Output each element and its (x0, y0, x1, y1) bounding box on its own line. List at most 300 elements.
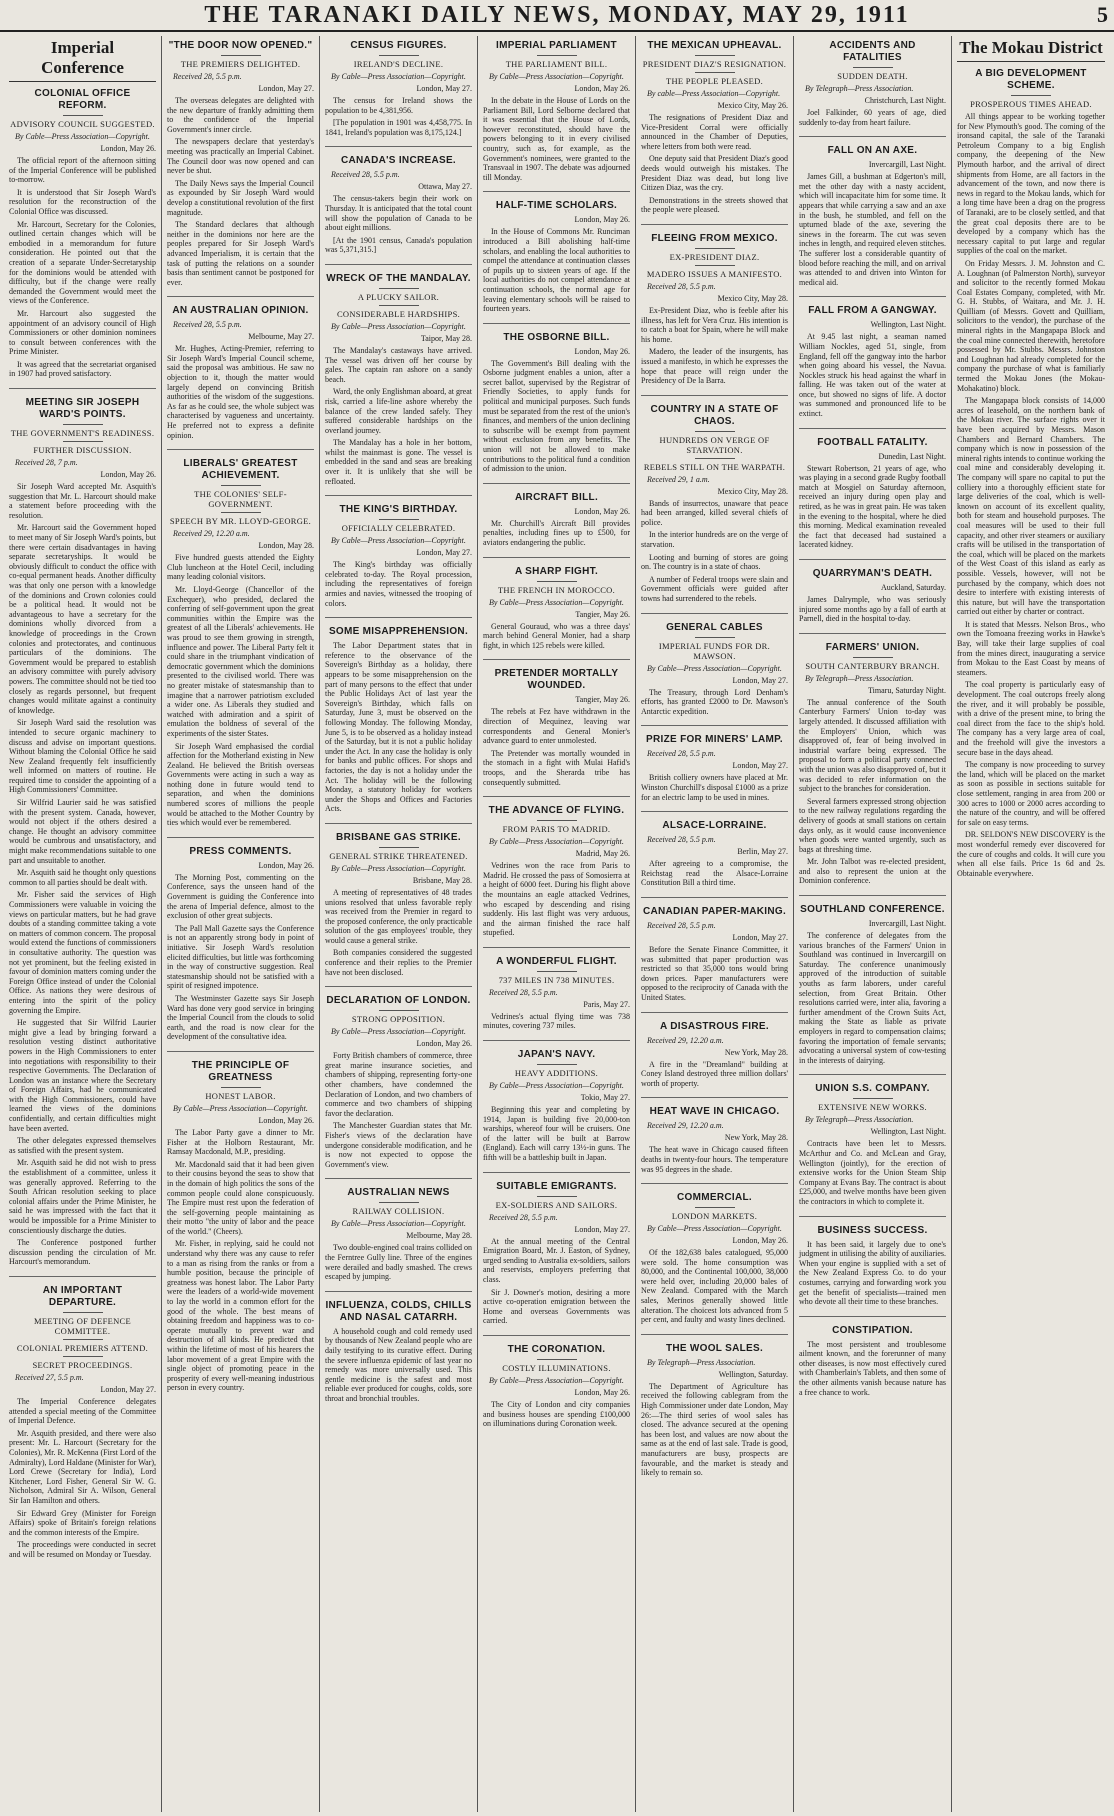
article (799, 1325, 946, 1407)
article (641, 906, 788, 1013)
body-paragraph: Vedrines's actual flying time was 738 minutes, covering 737 miles. (483, 1011, 630, 1031)
article-subheading: 737 MILES IN 738 MINUTES. (498, 974, 615, 985)
body-paragraph: Stewart Robertson, 21 years of age, who was playing in a second grade Rugby football match at Mosgiel on Saturday afternoon, received an injury during open play and retired, as he was in great pain. He was taken in the evening to the hospital, where he died this morning. Medical examination revealed the fact that deceased had sustained a lacerated kidney. (799, 463, 946, 550)
body-paragraph: Madero, the leader of the insurgents, has issued a manifesto, in which he expresses the hope that peace will reign under the Presidency of De la Barra. (641, 347, 788, 386)
dateline: London, May 26. (574, 506, 630, 516)
body-paragraph: Sir Edward Grey (Minister for Foreign Affairs) spoke of Britain's foreign relations and the common interests of the Empire. (9, 1508, 156, 1537)
article-headline: BRISBANE GAS STRIKE. (336, 831, 461, 843)
body-paragraph: Sir Joseph Ward emphasised the cordial affection for the Motherland existing in New Zealand. He believed the British overseas Governments were acting in such a way as nothing done in future would tend to separation, and when the dominions numbered scores of millions the people would be attached to the Mother Country by ties which would ever be remembered. (167, 741, 314, 828)
body-paragraph: James Dalrymple, who was seriously injured some months ago by a fall of earth at Parnell, died in the hospital to-day. (799, 595, 946, 624)
body-paragraph: A number of Federal troops were slain and Government officials were guided after towns had surrendered to the rebels. (641, 574, 788, 604)
body-paragraph: Ex-President Diaz, who is feeble after his illness, has left for Vera Cruz. His intention is to catch a boat for Spain, where he will make his home. (641, 305, 788, 344)
article-headline: AN IMPORTANT DEPARTURE. (42, 1284, 123, 1308)
dateline: Taipor, May 28. (420, 333, 472, 343)
byline: By Cable—Press Association—Copyright. (331, 863, 466, 873)
article-headline: FARMERS' UNION. (825, 641, 920, 653)
body-paragraph: Beginning this year and completing by 1914, Japan is building five 20,000-ton warships, whereof four will be cruisers. One of the latter will be built at Barrow (England). Each will carry 13½-in guns. The fifth will be a battleship built in Japan. (483, 1105, 630, 1163)
column-6 (794, 36, 952, 1812)
body-paragraph: In the debate in the House of Lords on the Parliament Bill, Lord Selborne declared that it was essential that the House of Lords, however reconstituted, should have the powers belonging to it in every civilised country, such as, for example, as the Government's nominees, were granted to the Transvaal in 1907. The debate was adjourned till Monday. (483, 96, 630, 182)
body-paragraph: The coal property is particularly easy of development. The coal outcrops freely along the river, and it will probably be possible, with a drive of the present mine, to bring the coal direct from the face to the ship's hold. The company has a very large area of coal, and the freehold will give the investors a secure base in the days ahead. (957, 680, 1105, 757)
body-paragraph: The Government's Bill dealing with the Osborne judgment enables a union, after a secret ballot, supervised by the Registrar of Friendly Societies, to apply funds for political and municipal purposes. Such funds must be separated from the rest of the union's finances, and members of the union declining to subscribe will be exempt from payment without exclusion from any benefits. The union will not be allowed to make contributions to the political fund a condition of admission to the union. (483, 358, 630, 474)
dateline: Timaru, Saturday Night. (868, 685, 946, 695)
head-divider (1011, 95, 1051, 96)
column-4 (478, 36, 636, 1812)
body-paragraph: Sir Joseph Ward said the resolution was intended to secure organic machinery to discuss and advise on important questions. Without blaming the Colonial Office he said New Zealand frequently felt insufficiently well informed on matters of routine. He required time to consider the appointing of a High Commissioners' Committee. (9, 718, 156, 795)
body-paragraph: Mr. Lloyd-George (Chancellor of the Exchequer), who presided, declared the conferring of self-government upon the great communities within the Empire was the greatest of all the Liberals' achievements. He was proud to see them growing in strength, influence and power. The Liberal Party felt it could share in the triumphant vindication of democratic government which the dominions presented to the civilised world. There was no greater mistake of statesmanship than to imagine that a narrower patriotism excluded a wider one. As Liberals they studied and watched with admiration and a spirit of emulation the boldness of several of the experiments of the sister States. (167, 585, 314, 738)
article (799, 145, 946, 297)
article-subheading: RAILWAY COLLISION. (352, 1206, 445, 1217)
head-divider (695, 1207, 735, 1208)
article-subheading: HEAVY ADDITIONS. (514, 1068, 599, 1079)
byline: By Cable—Press Association—Copyright. (647, 663, 782, 673)
article (799, 1225, 946, 1317)
dateline: London, May 27. (258, 84, 314, 93)
dateline: Tangier, May 26. (575, 695, 630, 705)
body-paragraph: The Labor Party gave a dinner to Mr. Fisher at the Holborn Restaurant, Mr. Ramsay Macdonald, M.P., presiding. (167, 1127, 314, 1157)
body-paragraph: Five hundred guests attended the Eighty Club luncheon at the Hotel Cecil, including many leading colonial visitors. (167, 553, 314, 582)
head-divider (537, 55, 577, 56)
dateline: Paris, May 27. (583, 999, 630, 1009)
dateline: Mexico City, May 28. (717, 486, 788, 496)
body-paragraph: At 9.45 last night, a seaman named William Nockles, aged 51, single, from England, fell off the gangway into the harbor when going aboard his vessel, the Navua. Nockles struck his head against the wharf in falling. He was taken out of the water at once, but showed no signs of life. A doctor was summoned and pronounced life to be extinct. (799, 332, 946, 419)
body-paragraph: The Daily News says the Imperial Council as expounded by Sir Joseph Ward would develop a constitutional revolution of the first magnitude. (167, 178, 314, 217)
body-paragraph: The Treasury, through Lord Denham's efforts, has granted £2000 to Dr. Mawson's Antarctic expedition. (641, 687, 788, 716)
body-paragraph: Mr. Asquith presided, and there were also present: Mr. L. Harcourt (Secretary for the Colonies), Mr. R. McKenna (First Lord of the Admiralty), Lord Haldane (Minister for War), Lord Crewe (Secretary for India), Lord Kitchener, Lord Fisher, General Sir W. G. Nicholson, Admiral Sir A. Wilson, General Sir Ian Hamilton and others. (9, 1428, 156, 1505)
article (799, 40, 946, 137)
column-2 (162, 36, 320, 1812)
article-headline: IMPERIAL PARLIAMENT (496, 40, 617, 51)
article-headline: CANADA'S INCREASE. (340, 155, 456, 167)
article (325, 40, 472, 147)
byline: By Cable—Press Association—Copyright. (489, 1375, 624, 1385)
body-paragraph: Mr. Churchill's Aircraft Bill provides penalties, including fines up to £500, for aviators endangering the public. (483, 518, 630, 547)
section-banner: The Mokau District (957, 38, 1105, 62)
body-paragraph: After agreeing to a compromise, the Reichstag read the Alsace-Lorraine Constitution Bill a third time. (641, 859, 788, 888)
body-paragraph: General Gouraud, who was a three days' march behind General Monier, had a sharp fight, in which 125 rebels were killed. (483, 621, 630, 650)
byline: Received 28, 5.5 p.m. (647, 920, 716, 930)
body-paragraph: The newspapers declare that yesterday's meeting was practically an Imperial Cabinet. The Council door was now opened and can never be shut. (167, 137, 314, 176)
body-paragraph: A meeting of representatives of 48 trades unions resolved that unless favorable reply was received from the Premier in regard to the proposed conference, the only practicable solution of the gas employees' trouble, they would cause a general strike. (325, 887, 472, 945)
dateline: Mexico City, May 26. (717, 101, 788, 110)
byline: By Cable—Press Association—Copyright. (489, 837, 624, 847)
article (167, 1060, 314, 1402)
article (641, 622, 788, 727)
article (483, 1181, 630, 1336)
head-divider (63, 1356, 103, 1357)
article (957, 68, 1105, 887)
body-paragraph: Sir Wilfrid Laurier said he was satisfied with the present system. Canada, however, would not object if the others desired a change. He thought an advisory committee would be cumbrous and unsatisfactory, and might make recommendations suitable to one part and unsuitable to another. (9, 798, 156, 865)
body-paragraph: [At the 1901 census, Canada's population was 5,371,315.] (325, 235, 472, 255)
body-paragraph: The Department of Agriculture has received the following cablegram from the High Commissioner under date London, May 26:—The third series of wool sales has closed. The advance secured at the opening has been lost, and values are now about the same as at the end of last sale. Trade is good, manufacturers are busy, prospects are favourable, and the market is steady and likely to remain so. (641, 1381, 788, 1478)
byline: Received 28, 5.5 p.m. (489, 1212, 558, 1222)
byline: Received 29, 12.20 a.m. (647, 1121, 724, 1131)
article-subheading: GENERAL STRIKE THREATENED. (329, 850, 468, 861)
byline: By Telegraph—Press Association. (805, 1115, 914, 1125)
article-headline: FOOTBALL FATALITY. (817, 436, 928, 448)
body-paragraph: The annual conference of the South Canterbury Farmers' Union to-day was largely attended. It discussed affiliation with the Employers' Union, which was disapproved of, fear of being involved in industrial warfare being expressed. The proposal to form a political party connected with the union was also disapproved of, but it was decided to refer information on the subject to the branches for consideration. (799, 697, 946, 794)
article (325, 504, 472, 618)
body-paragraph: The official report of the afternoon sitting of the Imperial Conference will be published to-morrow. (9, 156, 156, 185)
body-paragraph: The City of London and city companies and business houses are spending £100,000 on illuminations during Coronation week. (483, 1399, 630, 1429)
article-headline: THE PRINCIPLE OF GREATNESS (191, 1059, 290, 1083)
body-paragraph: Mr. Hughes, Acting-Premier, referring to Sir Joseph Ward's Imperial Council scheme, said the proposal was ambitious. He saw no objection to it, though the matter would largely depend on convincing British authorities of the wisdom of the suggestions. As far as he could see, the whole subject was characterised by vagueness and uncertainty. He preferred not to express a definite opinion. (167, 344, 314, 440)
dateline: Madrid, May 26. (575, 849, 630, 859)
article (325, 1187, 472, 1291)
article-subheading: FROM PARIS TO MADRID. (502, 824, 611, 835)
dateline: London, May 26. (258, 860, 314, 870)
body-paragraph: Mr. Asquith said he thought only questions common to all parties should be dealt with. (9, 868, 156, 887)
body-paragraph: The census for Ireland shows the population to be 4,381,956. (325, 96, 472, 115)
article-subheading: COLONIAL PREMIERS ATTEND. (16, 1342, 149, 1353)
head-divider (379, 519, 419, 520)
head-divider (695, 431, 735, 432)
article (641, 40, 788, 225)
dateline: London, May 26. (574, 1387, 630, 1397)
head-divider (63, 424, 103, 425)
dateline: London, May 27. (574, 1224, 630, 1234)
body-paragraph: Mr. Macdonald said that it had been given to their cousins beyond the seas to show that in the domain of high politics the sons of the common people could alone conspicuously. The Empire must rest upon the federation of the self-governing people maintaining as their motto "the unity of labor and the peace of the world." (Cheers). (167, 1159, 314, 1236)
body-paragraph: Mr. Fisher, in replying, said he could not understand why there was any cause to refer to a man as rising from the ranks or from a humble position, because the principle of greatness was honest labor. The Labor Party were the leaders of a world-wide movement to lay the world in a common effort for the good of the whole. The best means of obtaining freedom and happiness was to co-operate mutually to prevent war and destruction of all kinds. He predicted that within the lifetime of most of his hearers the labor movement of a great Empire with the single object of promoting peace in the prosperity of every well-meaning industrious person in every country. (167, 1239, 314, 1393)
dateline: London, May 28. (258, 541, 314, 551)
body-paragraph: The rebels at Fez have withdrawn in the direction of Mequinez, leaving war correspondents and General Monier's advance guard to enter unmolested. (483, 707, 630, 746)
article-headline: UNION S.S. COMPANY. (815, 1083, 930, 1095)
article-subheading: CONSIDERABLE HARDSHIPS. (336, 308, 461, 319)
head-divider (63, 115, 103, 116)
article (799, 1083, 946, 1216)
head-divider (379, 55, 419, 56)
body-paragraph: Mr. John Talbot was re-elected president, and also to represent the union at the Dominion conference. (799, 857, 946, 886)
article (641, 734, 788, 812)
body-paragraph: The Imperial Conference delegates attended a special meeting of the Committee of Imperial Defence. (9, 1396, 156, 1426)
dateline: London, May 26. (100, 144, 156, 153)
article-headline: SUITABLE EMIGRANTS. (496, 1180, 617, 1192)
byline: Received 28, 5.5 p.m. (173, 320, 242, 330)
dateline: Tokio, May 27. (580, 1093, 630, 1103)
body-paragraph: The Morning Post, commenting on the Conference, says the unseen hand of the Government is guiding the Conference into the arena of Imperial defence, almost to the exclusion of other great subjects. (167, 872, 314, 921)
article-subheading: MEETING OF DEFENCE COMMITTEE. (33, 1315, 131, 1336)
body-paragraph: The company is now proceeding to survey the land, which will be placed on the market as soon as possible in sections suitable for close settlement, ranging in area from 200 or 300 acres to 1000 or 2000 acres according to the nature of the country, and will be offered for sale on easy terms. (957, 760, 1105, 827)
article-headline: "THE DOOR NOW OPENED." (168, 40, 313, 51)
article-subheading: A PLUCKY SAILOR. (357, 291, 440, 302)
article-subheading: IRELAND'S DECLINE. (353, 59, 444, 69)
byline: Received 29, 12.20 a.m. (647, 1035, 724, 1045)
article (641, 1106, 788, 1184)
byline: Received 29, 12.20 a.m. (173, 529, 250, 539)
dateline: London, May 26. (574, 346, 630, 356)
article-headline: SOUTHLAND CONFERENCE. (800, 904, 945, 916)
byline: By Cable—Press Association—Copyright. (15, 132, 150, 141)
body-paragraph: Vedrines won the race from Paris to Madrid. He crossed the pass of Somosierra at a height of 6000 feet. During his flight above the mountains an eagle attacked Vedrines, who escaped by descending and rising suddenly. His last flight was very arduous, and the airman finished the race half stupefied. (483, 861, 630, 938)
head-divider (379, 847, 419, 848)
head-divider (63, 441, 103, 442)
head-divider (221, 485, 261, 486)
head-divider (537, 1359, 577, 1360)
dateline: Ottawa, May 27. (418, 182, 472, 192)
article-headline: LIBERALS' GREATEST ACHIEVEMENT. (183, 458, 298, 482)
byline: Received 28, 5.5 p.m. (647, 835, 716, 845)
body-paragraph: The most persistent and troublesome ailment known, and the forerunner of many other diseases, is now most effectively cured with Chamberlain's Tablets, and then some of the other ailments vanish because nature has a free chance to work. (799, 1339, 946, 1397)
body-paragraph: The heat wave in Chicago caused fifteen deaths in twenty-four hours. The temperature was 95 degrees in the shade. (641, 1145, 788, 1174)
byline: By Cable—Press Association—Copyright. (489, 1081, 624, 1091)
article (483, 1344, 630, 1438)
body-paragraph: It is stated that Messrs. Nelson Bros., who own the Tomoana freezing works in Hawke's Bay, will take their large supplies of coal from the mines direct, inaugurating a service from Mokau to the East Coast by means of steamers. (957, 619, 1105, 677)
article-headline: ALSACE-LORRAINE. (662, 820, 767, 832)
article (325, 1300, 472, 1413)
body-paragraph: It has been said, it largely due to one's judgment in utilising the ability of auxiliaries. When your engine is supplied with a set of the New Zealand Express Co. to do your costumes, carrying and forwarding work you get the benefit of specialists—trained men who devote all their time to these branches. (799, 1239, 946, 1307)
body-paragraph: The Pall Mall Gazette says the Conference is not an apparently strong body in point of initiative. Sir Joseph Ward's resolution elicited difficulties, but little was forthcoming in the way of constructive suggestion. Real statesmanship should not be satisfied with a spirit of resigned impotence. (167, 923, 314, 991)
byline: Received 28, 5.5 p.m. (331, 170, 400, 180)
head-divider (537, 820, 577, 821)
head-divider (853, 657, 893, 658)
article (483, 668, 630, 797)
byline: By Telegraph—Press Association. (805, 84, 914, 93)
article-subheading: LONDON MARKETS. (671, 1211, 758, 1222)
article-headline: FALL FROM A GANGWAY. (808, 305, 937, 317)
article (167, 846, 314, 1052)
body-paragraph: All things appear to be working together for New Plymouth's good. The coming of the ironsand capital, the sale of the Taranaki Petroleum Company to a big English company, the deepening of the New Plymouth harbor, and the arrival of direct shipments from Home, are all factors in the advancement of the town, and now there is news in regard to the Mokau lands, which for a long time have been a drag on the progress of Taranaki, are to be closely settled, and that the great coal deposits there are to be developed by a company which has the necessary capital to put large and regular supplies of the coal on the market. (957, 112, 1105, 256)
article-headline: A DISASTROUS FIRE. (660, 1020, 769, 1032)
article (483, 40, 630, 192)
body-paragraph: The Mangapapa block consists of 14,000 acres of leasehold, on the northern bank of the Mokau river. The surface rights over it have been acquired by Messrs. Mason Chambers and Bernard Chambers. The company which is now in possession of the mineral rights intends to continue working the coal mine and considerably developing it. The company will spare no capital to put the colliery into a thoroughly efficient state for large deliveries of the coal, which is well-known on account of its excellent quality, both for steam and household purposes. The coal measures will be used to their full capacity, and other river steamers or auxiliary crafts will be utilised in the transportation of the coal, which will be placed on the markets of the West Coast of this island as early as possible. Vessels, however, will not be purchased by the company, which does not desire to interfere with existing interests of this nature, but will have the transportation carried out either by charter or contract. (957, 396, 1105, 617)
article (483, 956, 630, 1041)
byline: By cable—Press Association—Copyright. (647, 89, 781, 98)
article (9, 397, 156, 1277)
body-paragraph: The Mandalay has a hole in her bottom, whilst the mainmast is gone. The vessel is embedded in the sand and seas are breaking over it. It is unlikely that she will be refloated. (325, 438, 472, 486)
section-banner: Imperial Conference (9, 38, 156, 82)
dateline: Tangier, May 26. (575, 609, 630, 619)
dateline: Brisbane, May 28. (412, 875, 472, 885)
article (167, 458, 314, 838)
head-divider (379, 1202, 419, 1203)
masthead (0, 0, 1114, 32)
body-paragraph: [The population in 1901 was 4,458,775. In 1841, Ireland's population was 8,175,124.] (325, 118, 472, 137)
dateline: Mexico City, May 28. (717, 293, 788, 303)
byline: Received 27, 5.5 p.m. (15, 1372, 84, 1382)
body-paragraph: In the House of Commons Mr. Runciman introduced a Bill abolishing half-time scholars, and enabling the local authorities to compel the attendance at continuation classes of pupils up to sixteen years of age. If the local authorities do not compel attendance at continuation schools, the normal age for leaving elementary schools will be raised to fourteen years. (483, 227, 630, 314)
byline: Received 28, 5.5 p.m. (173, 72, 242, 81)
article-subheading: FURTHER DISCUSSION. (33, 445, 132, 456)
article-headline: AUSTRALIAN NEWS (347, 1187, 450, 1199)
article (325, 995, 472, 1179)
body-paragraph: In the interior hundreds are on the verge of starvation. (641, 530, 788, 550)
article (325, 626, 472, 824)
article (325, 832, 472, 987)
article (483, 200, 630, 323)
article (799, 904, 946, 1075)
byline: By Cable—Press Association—Copyright. (489, 597, 624, 607)
article-subheading: OFFICIALLY CELEBRATED. (341, 523, 456, 534)
article (325, 273, 472, 496)
column-container (4, 36, 1110, 1812)
page-number: 5 (1097, 2, 1108, 27)
article-subheading: PRESIDENT DIAZ'S RESIGNATION. (642, 59, 787, 69)
body-paragraph: Looting and burning of stores are going on. The country is in a state of chaos. (641, 552, 788, 572)
article-headline: FALL ON AN AXE. (827, 145, 918, 157)
dateline: London, May 26. (574, 84, 630, 93)
body-paragraph: The proceedings were conducted in secret and will be resumed on Monday or Tuesday. (9, 1540, 156, 1559)
byline: By Cable—Press Association—Copyright. (331, 1027, 466, 1037)
body-paragraph: On Friday Messrs. J. M. Johnston and C. A. Loughnan (of Palmerston North), surveyor and solicitor to the recently formed Mokau Coal Estates Company, completed, with Mr. G. H. Stubbs, of Waitara, and Mr. J. H. Quilliam (of Messrs. Govett and Quilliam, solicitors to the vendor), the purchase of the mineral rights in the Mangapapa Block and the coal mine connected therewith, heretofore possessed by Mr. Stubbs. Messrs. Johnston and Loughnan had already completed for the company the purchase of what is familiarly termed the Mokau Jones (the Mokau-Mohakatino) block. (957, 258, 1105, 393)
body-paragraph: A fire in the "Dreamland" building at Coney Island destroyed three million dollars' worth of property. (641, 1059, 788, 1088)
article-headline: THE OSBORNE BILL. (503, 331, 610, 343)
column-1 (4, 36, 162, 1812)
byline: By Cable—Press Association—Copyright. (647, 1224, 782, 1234)
head-divider (379, 288, 419, 289)
byline: By Cable—Press Association—Copyright. (173, 1103, 308, 1113)
article-headline: ACCIDENTS AND FATALITIES (829, 40, 916, 63)
dateline: Christchurch, Last Night. (864, 96, 946, 105)
article-subheading: IMPERIAL FUNDS FOR DR. MAWSON. (658, 640, 771, 661)
body-paragraph: Mr. Harcourt, Secretary for the Colonies, outlined certain changes which will be embodied in a memorandum for future consideration. He pointed out that the creation of a separate Under-Secretaryship for the dominions would be attended with difficulty, but if the change were really demanded the Government would meet the views of the Conference. (9, 219, 156, 306)
head-divider (221, 512, 261, 513)
head-divider (379, 305, 419, 306)
byline: By Cable—Press Association—Copyright. (331, 72, 466, 81)
dateline: London, May 26. (258, 1115, 314, 1125)
article-headline: DECLARATION OF LONDON. (326, 995, 471, 1007)
head-divider (853, 67, 893, 68)
body-paragraph: Bands of insurrectos, unaware that peace had been arranged, killed several chiefs of police. (641, 498, 788, 527)
body-paragraph: Demonstrations in the streets showed that the people were pleased. (641, 195, 788, 215)
article-headline: QUARRYMAN'S DEATH. (812, 568, 933, 579)
dateline: Wellington, Last Night. (870, 320, 946, 330)
article (799, 305, 946, 428)
article (9, 88, 156, 389)
column-3 (320, 36, 478, 1812)
body-paragraph: It was agreed that the secretariat organised in 1907 had proved satisfactory. (9, 359, 156, 379)
head-divider (537, 971, 577, 972)
article (483, 566, 630, 661)
article (483, 805, 630, 948)
article (799, 642, 946, 896)
article (483, 1049, 630, 1173)
article-subheading: MADERO ISSUES A MANIFESTO. (646, 268, 783, 279)
head-divider (695, 458, 735, 459)
article-subheading: THE PREMIERS DELIGHTED. (180, 59, 301, 69)
dateline: New York, May 28. (724, 1047, 788, 1057)
article-headline: COUNTRY IN A STATE OF CHAOS. (650, 403, 779, 427)
dateline: London, May 27. (732, 761, 788, 771)
head-divider (221, 1087, 261, 1088)
article-headline: GENERAL CABLES (666, 621, 763, 633)
article (9, 1285, 156, 1569)
body-paragraph: Contracts have been let to Messrs. McArthur and Co. and McLean and Gray, Wellington (jointly), for the erection of extensive works for the Union Steam Ship Company at Evans Bay. The contract is about £25,000, and twelve months have been given the contractors in which to complete it. (799, 1139, 946, 1206)
dateline: London, May 26. (574, 215, 630, 225)
article-subheading: STRONG OPPOSITION. (351, 1014, 446, 1025)
article-headline: THE ADVANCE OF FLYING. (488, 805, 625, 817)
body-paragraph: Sir J. Downer's motion, desiring a more active co-operation emigration between the Home and overseas Governments was carried. (483, 1287, 630, 1326)
body-paragraph: The Mandalay's castaways have arrived. The vessel was driven off her course by gales. The captain ran ashore on a sandy beach. (325, 345, 472, 384)
head-divider (695, 248, 735, 249)
body-paragraph: Before the Senate Finance Committee, it was submitted that paper production was restricted so that 35,000 tons would bring down prices. Paper manufacturers were opposed to the reciprocity of Canada with the United States. (641, 944, 788, 1002)
byline: By Cable—Press Association—Copyright. (489, 72, 624, 81)
byline: By Cable—Press Association—Copyright. (331, 1219, 466, 1229)
body-paragraph: Mr. Harcourt also suggested the appointment of an advisory council of High Commissioners or other dominion nominees to consult between conferences with the Prime Minister. (9, 308, 156, 357)
article (167, 305, 314, 450)
column-5 (636, 36, 794, 1812)
article-headline: MEETING SIR JOSEPH WARD'S POINTS. (25, 397, 140, 421)
article (641, 820, 788, 898)
byline: By Telegraph—Press Association. (647, 1357, 756, 1367)
head-divider (63, 1339, 103, 1340)
dateline: London, May 26. (732, 1236, 788, 1246)
article (483, 492, 630, 558)
head-divider (853, 1098, 893, 1099)
dateline: London, May 26. (100, 470, 156, 480)
article-headline: THE WOOL SALES. (665, 1342, 764, 1354)
byline: By Cable—Press Association—Copyright. (331, 321, 466, 331)
dateline: London, May 27. (732, 932, 788, 942)
body-paragraph: Joel Falkinder, 60 years of age, died suddenly to-day from heart failure. (799, 108, 946, 127)
body-paragraph: One deputy said that President Diaz's good deeds would outweigh his mistakes. The President Diaz was dead, but long live Citizen Diaz, was the cry. (641, 154, 788, 193)
head-divider (63, 1312, 103, 1313)
head-divider (537, 1196, 577, 1197)
body-paragraph: Both companies considered the suggested conference and their replies to the Premier have not been disclosed. (325, 948, 472, 977)
dateline: Auckland, Saturday. (880, 583, 946, 592)
article-headline: A SHARP FIGHT. (514, 565, 599, 577)
body-paragraph: Forty British chambers of commerce, three great marine insurance societies, and chambers of shipping, representing forty-one other chambers, have condemned the Declaration of London, and two chambers of commerce and two chambers of shipping favor the declaration. (325, 1051, 472, 1118)
body-paragraph: DR. SELDON'S NEW DISCOVERY is the most wonderful remedy ever discovered for the cure of coughs and colds. It will cure you when all else fails. Price 1s 6d and 2s. Obtainable everywhere. (957, 830, 1105, 878)
body-paragraph: Ward, the only Englishman aboard, at great risk, carried a life-line ashore whereby the balance of the crew landed safely. They suffered considerable hardships on the overland journey. (325, 387, 472, 435)
article-subheading: THE FRENCH IN MOROCCO. (497, 584, 616, 595)
column-7 (952, 36, 1110, 1812)
article-headline: A BIG DEVELOPMENT SCHEME. (975, 68, 1087, 91)
article-headline: PRETENDER MORTALLY WOUNDED. (494, 668, 619, 692)
article-headline: CENSUS FIGURES. (350, 40, 447, 51)
article-headline: COMMERCIAL. (677, 1192, 752, 1204)
article (641, 1192, 788, 1335)
body-paragraph: The Conference postponed further discussion pending the circulation of Mr. Harcourt's memorandum. (9, 1238, 156, 1267)
article (641, 1343, 788, 1487)
article-headline: BUSINESS SUCCESS. (817, 1224, 928, 1236)
article-headline: PRESS COMMENTS. (189, 845, 292, 857)
dateline: London, May 27. (100, 1384, 156, 1394)
article-headline: AIRCRAFT BILL. (514, 491, 599, 503)
byline: Received 28, 5.5 p.m. (647, 749, 716, 759)
body-paragraph: Mr. Asquith said he did not wish to press the establishment of a committee, unless it was generally approved. Referring to the South African resolution seeking to place colonial affairs under the Prime Minister, he said he was impressed with the fact that it would be impossible for a Prime Minister to conscientiously discharge the duties. (9, 1158, 156, 1235)
article (325, 155, 472, 265)
body-paragraph: Several farmers expressed strong objection to the new railway regulations regarding the delivery of goods at small stations on certain days only, as it would cause inconvenience when goods were wanted urgently, such as bags at threshing time. (799, 796, 946, 854)
body-paragraph: James Gill, a bushman at Edgerton's mill, met the other day with a nasty accident, which will incapacitate him for some time. It appears that while carrying a saw and an axe in the bush, he stumbled, and fell on the upturned blade of the axe, severing the sinews in the forearm. The cut was seven inches in length, and required eleven stitches. The sufferer lost a considerable quantity of blood before reaching the mill, and on arrival was attended to and driven into Winton for medical aid. (799, 172, 946, 287)
dateline: Berlin, May 27. (737, 847, 788, 857)
article-subheading: SPEECH BY MR. LLOYD-GEORGE. (169, 516, 312, 527)
article-headline: WRECK OF THE MANDALAY. (326, 272, 471, 284)
body-paragraph: Two double-engined coal trains collided on the Ferntree Gully line. Three of the engines were derailed and badly smashed. The crews escaped by jumping. (325, 1243, 472, 1282)
article (483, 332, 630, 484)
body-paragraph: The King's birthday was officially celebrated to-day. The Royal procession, including the representatives of foreign armies and navies, witnessed the trooping of colors. (325, 560, 472, 608)
dateline: Invercargill, Last Night. (868, 160, 946, 170)
body-paragraph: The overseas delegates are delighted with the new departure of frankly admitting them to the confidence of the Imperial Government's inner circle. (167, 96, 314, 134)
article-headline: HEAT WAVE IN CHICAGO. (649, 1106, 780, 1118)
dateline: London, May 26. (416, 1039, 472, 1049)
article-subheading: REBELS STILL ON THE WARPATH. (643, 461, 786, 472)
article-subheading: THE GOVERNMENT'S READINESS. (10, 428, 155, 439)
body-paragraph: Of the 182,638 bales catalogued, 95,000 were sold. The home consumption was 80,000, and the Continental 100,000, 38,000 were held over, including 20,000 bales of New Zealand. Compared with the March sales, Merinos generally showed little alteration. The choicest lots advanced from 5 per cent, and faulty and wasty lines declined. (641, 1248, 788, 1325)
body-paragraph: The resignations of President Diaz and Vice-President Corral were officially announced in the Chamber of Deputies, where letters from both were read. (641, 113, 788, 151)
body-paragraph: He suggested that Sir Wilfrid Laurier might give a lead by bringing forward a resolution vesting distinct authoritative powers in the High Commissioners to enter into negotiations with responsibility to their respective Governments. The Declaration of London was an instance where the Secretary of Foreign Affairs, had he communicated with the High Commissioners, could have learned the views of the dominions confidentially, and certain difficulties might have been averted. (9, 1018, 156, 1133)
article (167, 40, 314, 297)
article-subheading: THE PARLIAMENT BILL. (505, 59, 608, 69)
head-divider (695, 72, 735, 73)
dateline: Melbourne, May 27. (248, 332, 314, 342)
article-subheading: SUDDEN DEATH. (837, 71, 908, 81)
article-subheading: HONEST LABOR. (205, 1090, 276, 1101)
byline: Received 28, 5.5 p.m. (489, 987, 558, 997)
article-headline: A WONDERFUL FLIGHT. (496, 955, 617, 967)
byline: Received 29, 1 a.m. (647, 474, 710, 484)
dateline: Melbourne, May 28. (406, 1231, 472, 1241)
dateline: London, May 27. (416, 84, 472, 93)
article-headline: JAPAN'S NAVY. (517, 1049, 596, 1061)
